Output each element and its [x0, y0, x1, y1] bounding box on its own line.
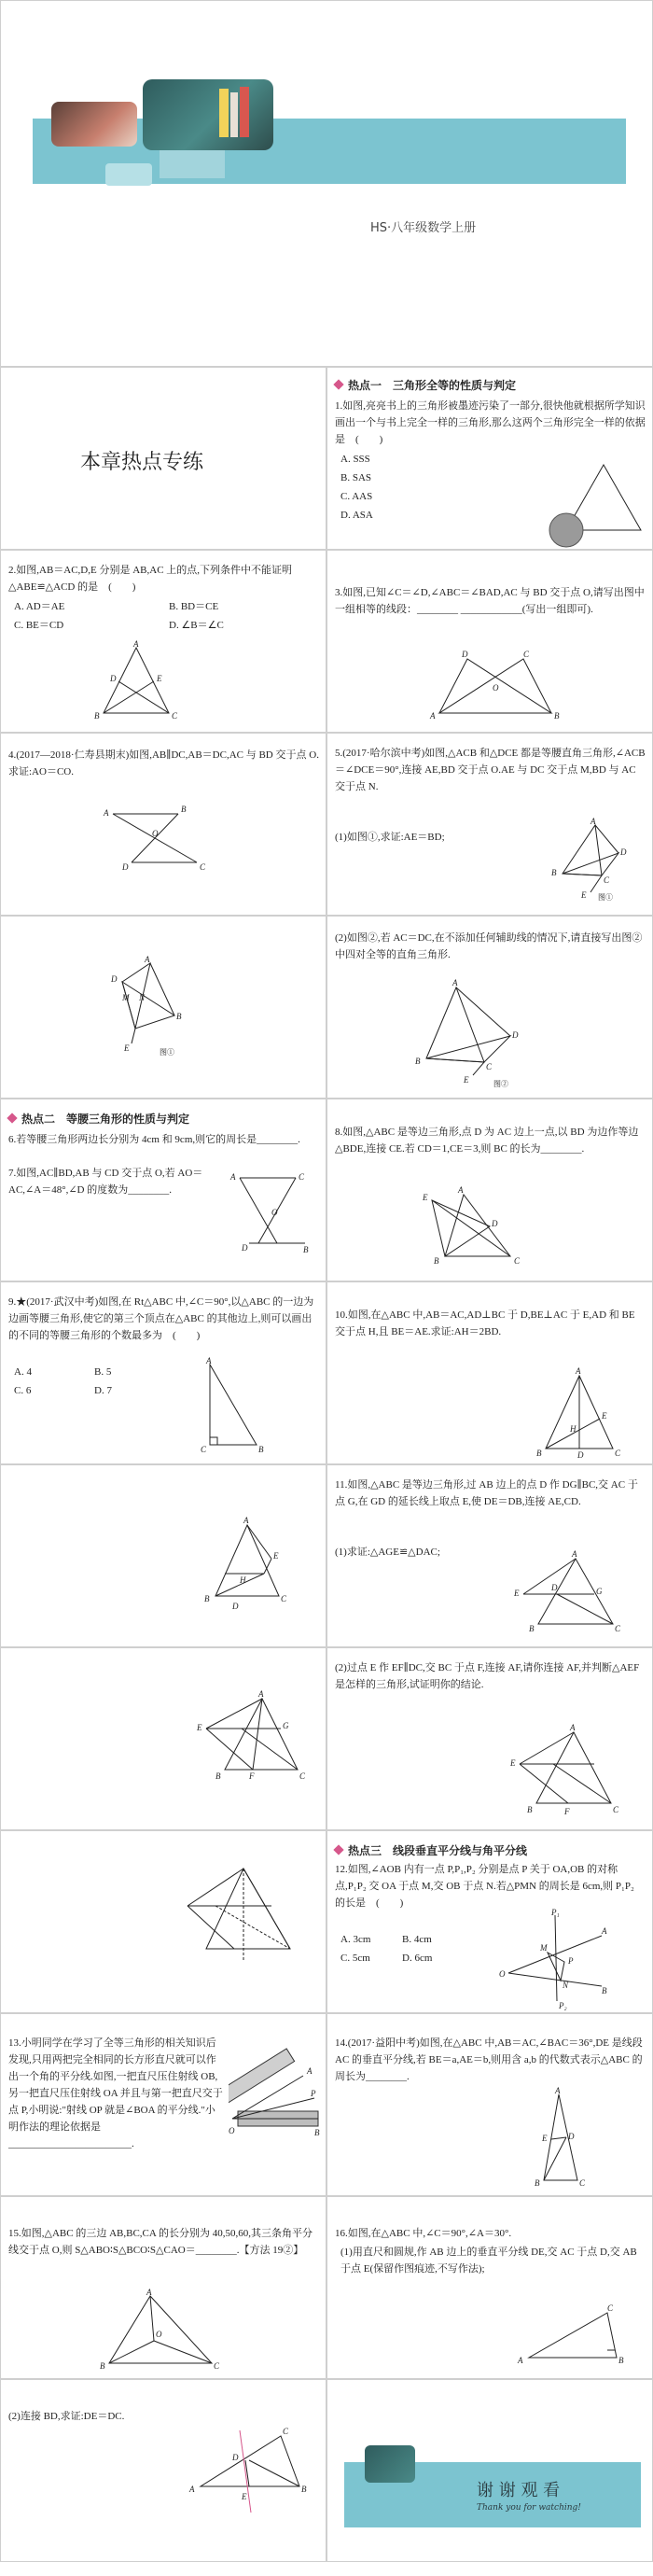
- q10-figure: [533, 1366, 645, 1460]
- slide-thanks: [326, 2379, 653, 2562]
- q16b-text: (2)连接 BD,求证:DE＝DC.: [8, 2411, 125, 2422]
- q16b-label-d: D: [232, 2453, 239, 2462]
- q16-sub1: (1)用直尺和圆规,作 AB 边上的垂直平分线 DE,交 AC 于点 D,交 AB 于点 E(保留作图痕迹,不写作法);: [340, 2247, 637, 2275]
- q16b-label-b: B: [301, 2485, 307, 2494]
- q12-label-a: A: [602, 1926, 607, 1936]
- q11b-label-b: B: [527, 1805, 533, 1814]
- slide-q15: [0, 2196, 326, 2379]
- q12-label-m: M: [540, 1943, 548, 1953]
- q11bl-label-g: G: [283, 1721, 289, 1730]
- diamond-icon: [333, 379, 343, 389]
- q16b-label-c: C: [283, 2427, 289, 2436]
- slide-q14: [326, 2013, 653, 2196]
- q5-label-c: C: [604, 875, 610, 885]
- q4-label-o: O: [152, 829, 159, 838]
- slide-q11b: [326, 1647, 653, 1830]
- q5-figure-1: [544, 818, 637, 902]
- q16b-label-a: A: [189, 2485, 195, 2494]
- thanks-title: 谢 谢 观 看: [477, 2481, 561, 2500]
- q12-label-p: P: [568, 1956, 574, 1966]
- q10-label-d: D: [577, 1450, 584, 1460]
- q2-opt-b: B. BD＝CE: [169, 601, 219, 612]
- cover-photo-chalkboard: [143, 79, 273, 150]
- q11b-label-a: A: [570, 1723, 576, 1732]
- q11b-figure-left: [188, 1686, 326, 1788]
- q11-label-c: C: [615, 1624, 621, 1633]
- q4-label-d: D: [122, 862, 129, 872]
- q5b-label-c: C: [486, 1062, 493, 1071]
- q15-figure: [100, 2289, 221, 2373]
- q11-label-e: E: [514, 1589, 520, 1598]
- q16-label-b: B: [618, 2356, 624, 2365]
- q16b-label-e: E: [242, 2492, 247, 2501]
- q11b-label-e: E: [510, 1758, 516, 1768]
- q10-text: 10.如图,在△ABC 中,AB＝AC,AD⊥BC 于 D,BE⊥AC 于 E,AD 和 BE 交于点 H,且 BE＝AE.求证:AH＝2BD.: [335, 1309, 635, 1337]
- cover-photo-left: [51, 102, 137, 147]
- q16-label-a: A: [518, 2356, 523, 2365]
- q5-label-b: B: [551, 868, 557, 877]
- q9-opt-c: C. 6: [14, 1385, 32, 1396]
- q16-figure: [514, 2300, 635, 2374]
- slide-q10: [326, 1281, 653, 1464]
- q10-label-h: H: [570, 1424, 577, 1434]
- q2-opt-a: A. AD＝AE: [14, 601, 65, 612]
- q5-sub1: (1)如图①,求证:AE＝BD;: [335, 832, 445, 843]
- q13-text: 13.小明同学在学习了全等三角形的相关知识后发现,只用两把完全相同的长方形直尺就可以作出一个角的平分线.如图,一把直尺压住射线 OB,另一把直尺压住射线 OA 并且与第一把直尺交于点 P,小明说:"射线 OP 就是∠BOA 的平分线."小明作法的理论依据是________________________.: [8, 2037, 223, 2149]
- q12-opt-b: B. 4cm: [402, 1934, 432, 1945]
- q7-label-d: D: [242, 1243, 248, 1253]
- q8-text: 8.如图,△ABC 是等边三角形,点 D 为 AC 边上一点,以 BD 为边作等边△BDE,连接 CE.若 CD＝1,CE＝3,则 BC 的长为________.: [335, 1127, 639, 1155]
- diamond-icon: [333, 1844, 343, 1855]
- slide-q16: [326, 2196, 653, 2379]
- slide-q5-fig1: [0, 916, 326, 1099]
- q11-figure-left: [197, 1512, 309, 1615]
- q1-figure: [538, 446, 650, 549]
- q16b-figure: [188, 2417, 318, 2520]
- q10-label-b: B: [536, 1449, 542, 1458]
- q14-text: 14.(2017·益阳中考)如图,在△ABC 中,AB＝AC,∠BAC＝36°,DE 是线段 AC 的垂直平分线,若 BE＝a,AE＝b,则用含 a,b 的代数式表示△ABC 的周长为________.: [335, 2037, 643, 2082]
- q14-label-c: C: [579, 2178, 586, 2188]
- chapter-title-slide: [0, 367, 326, 550]
- q1-opt-b: B. SAS: [340, 472, 372, 483]
- slide-q1: [326, 367, 653, 550]
- q11b-figure: [505, 1723, 645, 1826]
- q7-figure: [221, 1165, 314, 1258]
- q5-figure-1-large: [104, 954, 215, 1057]
- slide-q8: [326, 1099, 653, 1281]
- slide-q5b: [326, 916, 653, 1099]
- q12-label-o: O: [499, 1969, 506, 1979]
- q13-label-b: B: [314, 2128, 320, 2137]
- slide-q11: [326, 1464, 653, 1647]
- q8-label-d: D: [492, 1219, 498, 1228]
- q13-label-o: O: [229, 2126, 235, 2135]
- q11l-label-h: H: [240, 1575, 246, 1585]
- cover-photo-accent-2: [105, 163, 152, 186]
- q12-opt-d: D. 6cm: [402, 1953, 433, 1964]
- q11-label-d: D: [551, 1583, 558, 1592]
- q11b-label-c: C: [613, 1805, 619, 1814]
- hot1-heading: 热点一 三角形全等的性质与判定: [335, 377, 516, 393]
- q8-label-c: C: [514, 1256, 521, 1266]
- q12-label-b: B: [602, 1986, 607, 1995]
- q1-opt-a: A. SSS: [340, 454, 370, 465]
- q4-label-a: A: [104, 808, 109, 818]
- q12-label-p2: P₂: [559, 2001, 567, 2010]
- slide-q11-fig: [0, 1464, 326, 1647]
- q5b-label-d: D: [512, 1030, 519, 1040]
- q4-figure: [94, 803, 225, 877]
- q7-label-a: A: [230, 1172, 236, 1182]
- q9-opt-d: D. 7: [94, 1385, 112, 1396]
- q3-label-d: D: [462, 650, 468, 659]
- q5l-label-n: N: [139, 993, 146, 1002]
- q11b-text: (2)过点 E 作 EF∥DC,交 BC 于点 F,连接 AF,请你连接 AF,并判断△AEF 是怎样的三角形,试证明你的结论.: [335, 1662, 640, 1690]
- q2-label-e: E: [157, 674, 162, 683]
- q3-text: 3.如图,已知∠C＝∠D,∠ABC＝∠BAD,AC 与 BD 交于点 O,请写出图中一组相等的线段：________ ____________(写出一组即可).: [335, 587, 645, 615]
- q12-text: 12.如图,∠AOB 内有一点 P,P₁,P₂ 分别是点 P 关于 OA,OB 的对称点,P₁P₂ 交 OA 于点 M,交 OB 于点 N.若△PMN 的周长是 6cm,则 P₁P₂ 的长是 ( ): [335, 1864, 634, 1909]
- q11l-label-e: E: [273, 1551, 279, 1561]
- q5-label-a: A: [590, 818, 596, 826]
- q11-label-b: B: [529, 1624, 535, 1633]
- q11-text: 11.如图,△ABC 是等边三角形,过 AB 边上的点 D 作 DG∥BC,交 AC 于点 G,在 GD 的延长线上取点 E,使 DE＝DB,连接 AE,CD.: [335, 1479, 638, 1507]
- q5-text: 5.(2017·哈尔滨中考)如图,△ACB 和△DCE 都是等腰直角三角形,∠ACB＝∠DCE＝90°,连接 AE,BD 交于点 O.AE 与 DC 交于点 M,BD 与 AC 交于点 N.: [335, 748, 646, 792]
- q14-label-a: A: [555, 2087, 561, 2095]
- q9-text: 9.★(2017·武汉中考)如图,在 Rt△ABC 中,∠C＝90°,以△ABC 的一边为边画等腰三角形,使它的第三个顶点在△ABC 的其他边上,则可以画出的不同的等腰三角形的个数最多为 ( ): [8, 1296, 314, 1341]
- q5l-label-a: A: [145, 955, 150, 964]
- q11b-label-f: F: [564, 1807, 570, 1816]
- q13-label-a: A: [307, 2066, 313, 2076]
- q9-label-a: A: [206, 1357, 212, 1365]
- q5-fig1-caption: 图①: [598, 893, 613, 902]
- cover-subtitle: HS·八年级数学上册: [370, 221, 477, 235]
- q11bl-label-f: F: [249, 1771, 255, 1781]
- q5l-label-m: M: [122, 993, 130, 1002]
- q16-text: 16.如图,在△ABC 中,∠C＝90°,∠A＝30°.: [335, 2228, 512, 2239]
- q9-label-c: C: [201, 1445, 207, 1454]
- q3-label-a: A: [430, 711, 436, 721]
- q15-label-o: O: [156, 2330, 162, 2339]
- slide-q11b-fig: [0, 1647, 326, 1830]
- q3-label-o: O: [493, 683, 499, 693]
- q11-sub1: (1)求证:△AGE≌△DAC;: [335, 1547, 440, 1558]
- q5b-label-a: A: [452, 978, 458, 987]
- slide-q11b-fig2: [0, 1830, 326, 2013]
- q10-label-a: A: [576, 1366, 581, 1376]
- q5-label-e: E: [581, 890, 587, 900]
- q10-label-e: E: [602, 1411, 607, 1421]
- q3-figure: [421, 650, 570, 724]
- q9-figure: [197, 1357, 271, 1460]
- slide-q16b: [0, 2379, 326, 2562]
- q8-label-e: E: [423, 1193, 428, 1202]
- cover-photo-accent: [160, 150, 225, 178]
- q3-label-b: B: [554, 711, 560, 721]
- q12-label-p1: P₁: [551, 1908, 560, 1917]
- q11l-label-b: B: [204, 1594, 210, 1603]
- q11-figure: [510, 1549, 641, 1643]
- q2-label-c: C: [172, 711, 178, 721]
- q11-label-a: A: [572, 1549, 577, 1559]
- q4-label-c: C: [200, 862, 206, 872]
- q2-label-b: B: [94, 711, 100, 721]
- q5l-label-e: E: [124, 1043, 130, 1053]
- q14-label-b: B: [535, 2178, 540, 2188]
- slide-q9: [0, 1281, 326, 1464]
- q5l-caption: 图①: [160, 1048, 174, 1057]
- q5b-text: (2)如图②,若 AC＝DC,在不添加任何辅助线的情况下,请直接写出图②中四对全等的直角三角形.: [335, 932, 643, 960]
- q13-label-p: P: [311, 2089, 316, 2098]
- q11-extra-figure: [178, 1859, 326, 1971]
- q2-figure: [85, 640, 188, 724]
- q15-label-b: B: [100, 2361, 105, 2371]
- q1-opt-d: D. ASA: [340, 510, 373, 521]
- q12-figure: [499, 1908, 611, 2010]
- slide-q13: [0, 2013, 326, 2196]
- q12-opt-c: C. 5cm: [340, 1953, 370, 1964]
- q11-label-g: G: [596, 1587, 603, 1596]
- q5l-label-b: B: [176, 1012, 182, 1021]
- cover-slide: [0, 0, 653, 367]
- q11l-label-a: A: [243, 1516, 249, 1525]
- q6-text: 6.若等腰三角形两边长分别为 4cm 和 9cm,则它的周长是________.: [8, 1134, 300, 1145]
- ink-blot: [549, 513, 583, 547]
- q14-label-e: E: [542, 2134, 548, 2143]
- q2-label-d: D: [110, 674, 117, 683]
- q12-label-n: N: [563, 1981, 569, 1990]
- q9-opt-a: A. 4: [14, 1366, 32, 1378]
- q11l-label-c: C: [281, 1594, 287, 1603]
- q7-text: 7.如图,AC∥BD,AB 与 CD 交于点 O,若 AO＝AC,∠A＝48°,∠D 的度数为________.: [8, 1168, 203, 1196]
- q7-label-o: O: [271, 1208, 278, 1217]
- q5-label-d: D: [620, 847, 627, 857]
- q15-label-a: A: [146, 2289, 152, 2297]
- slide-q6-q7: [0, 1099, 326, 1281]
- diamond-icon: [7, 1113, 17, 1123]
- q2-text: 2.如图,AB＝AC,D,E 分别是 AB,AC 上的点,下列条件中不能证明△ABE≌△ACD 的是 ( ): [8, 565, 293, 593]
- q4-label-b: B: [181, 805, 187, 814]
- q11bl-label-c: C: [299, 1771, 306, 1781]
- q8-label-b: B: [434, 1256, 439, 1266]
- slide-q4: [0, 733, 326, 916]
- q10-label-c: C: [615, 1449, 621, 1458]
- slide-q12: [326, 1830, 653, 2013]
- chapter-title: 本章热点专练: [80, 451, 204, 474]
- q9-label-b: B: [258, 1445, 264, 1454]
- q7-label-c: C: [299, 1172, 305, 1182]
- q1-opt-c: C. AAS: [340, 491, 373, 502]
- q9-opt-b: B. 5: [94, 1366, 112, 1378]
- hot2-heading: 热点二 等腰三角形的性质与判定: [8, 1111, 189, 1127]
- q5b-label-e: E: [464, 1075, 469, 1085]
- q5l-label-d: D: [111, 974, 118, 984]
- q5b-caption: 图②: [493, 1080, 508, 1088]
- q14-label-d: D: [568, 2132, 575, 2141]
- q11bl-label-b: B: [215, 1771, 221, 1781]
- thanks-subtitle: Thank you for watching!: [477, 2503, 581, 2513]
- q2-label-a: A: [133, 640, 139, 649]
- hot3-heading: 热点三 线段垂直平分线与角平分线: [335, 1842, 527, 1858]
- q5b-label-b: B: [415, 1057, 421, 1066]
- slide-q3: [326, 550, 653, 733]
- q8-figure: [417, 1182, 548, 1275]
- q11bl-label-a: A: [258, 1689, 264, 1699]
- q2-opt-d: D. ∠B＝∠C: [169, 620, 224, 631]
- q15-label-c: C: [214, 2361, 220, 2371]
- q16-label-c: C: [607, 2303, 614, 2313]
- q3-label-c: C: [523, 650, 530, 659]
- q13-figure: [229, 2042, 322, 2145]
- slide-q5: [326, 733, 653, 916]
- q15-text: 15.如图,△ABC 的三边 AB,BC,CA 的长分别为 40,50,60,其三条角平分线交于点 O,则 S△ABO∶S△BCO∶S△CAO＝________.【方法 19②】: [8, 2228, 313, 2256]
- q14-figure: [525, 2087, 600, 2190]
- q11l-label-d: D: [232, 1602, 239, 1611]
- q2-opt-c: C. BE＝CD: [14, 620, 64, 631]
- q12-opt-a: A. 3cm: [340, 1934, 371, 1945]
- q7-label-b: B: [303, 1245, 309, 1254]
- q8-label-a: A: [458, 1185, 464, 1195]
- thanks-photo: [365, 2445, 415, 2483]
- q1-text: 1.如图,亮亮书上的三角形被墨迹污染了一部分,很快他就根据所学知识画出一个与书上完全一样的三角形,那么这两个三角形完全一样的依据是 ( ): [335, 400, 646, 445]
- slide-q2: [0, 550, 326, 733]
- q11bl-label-e: E: [197, 1723, 202, 1732]
- q4-text: 4.(2017—2018·仁寿县期末)如图,AB∥DC,AB＝DC,AC 与 BD 交于点 O.求证:AO＝CO.: [8, 749, 319, 777]
- q5b-figure-2: [408, 978, 538, 1090]
